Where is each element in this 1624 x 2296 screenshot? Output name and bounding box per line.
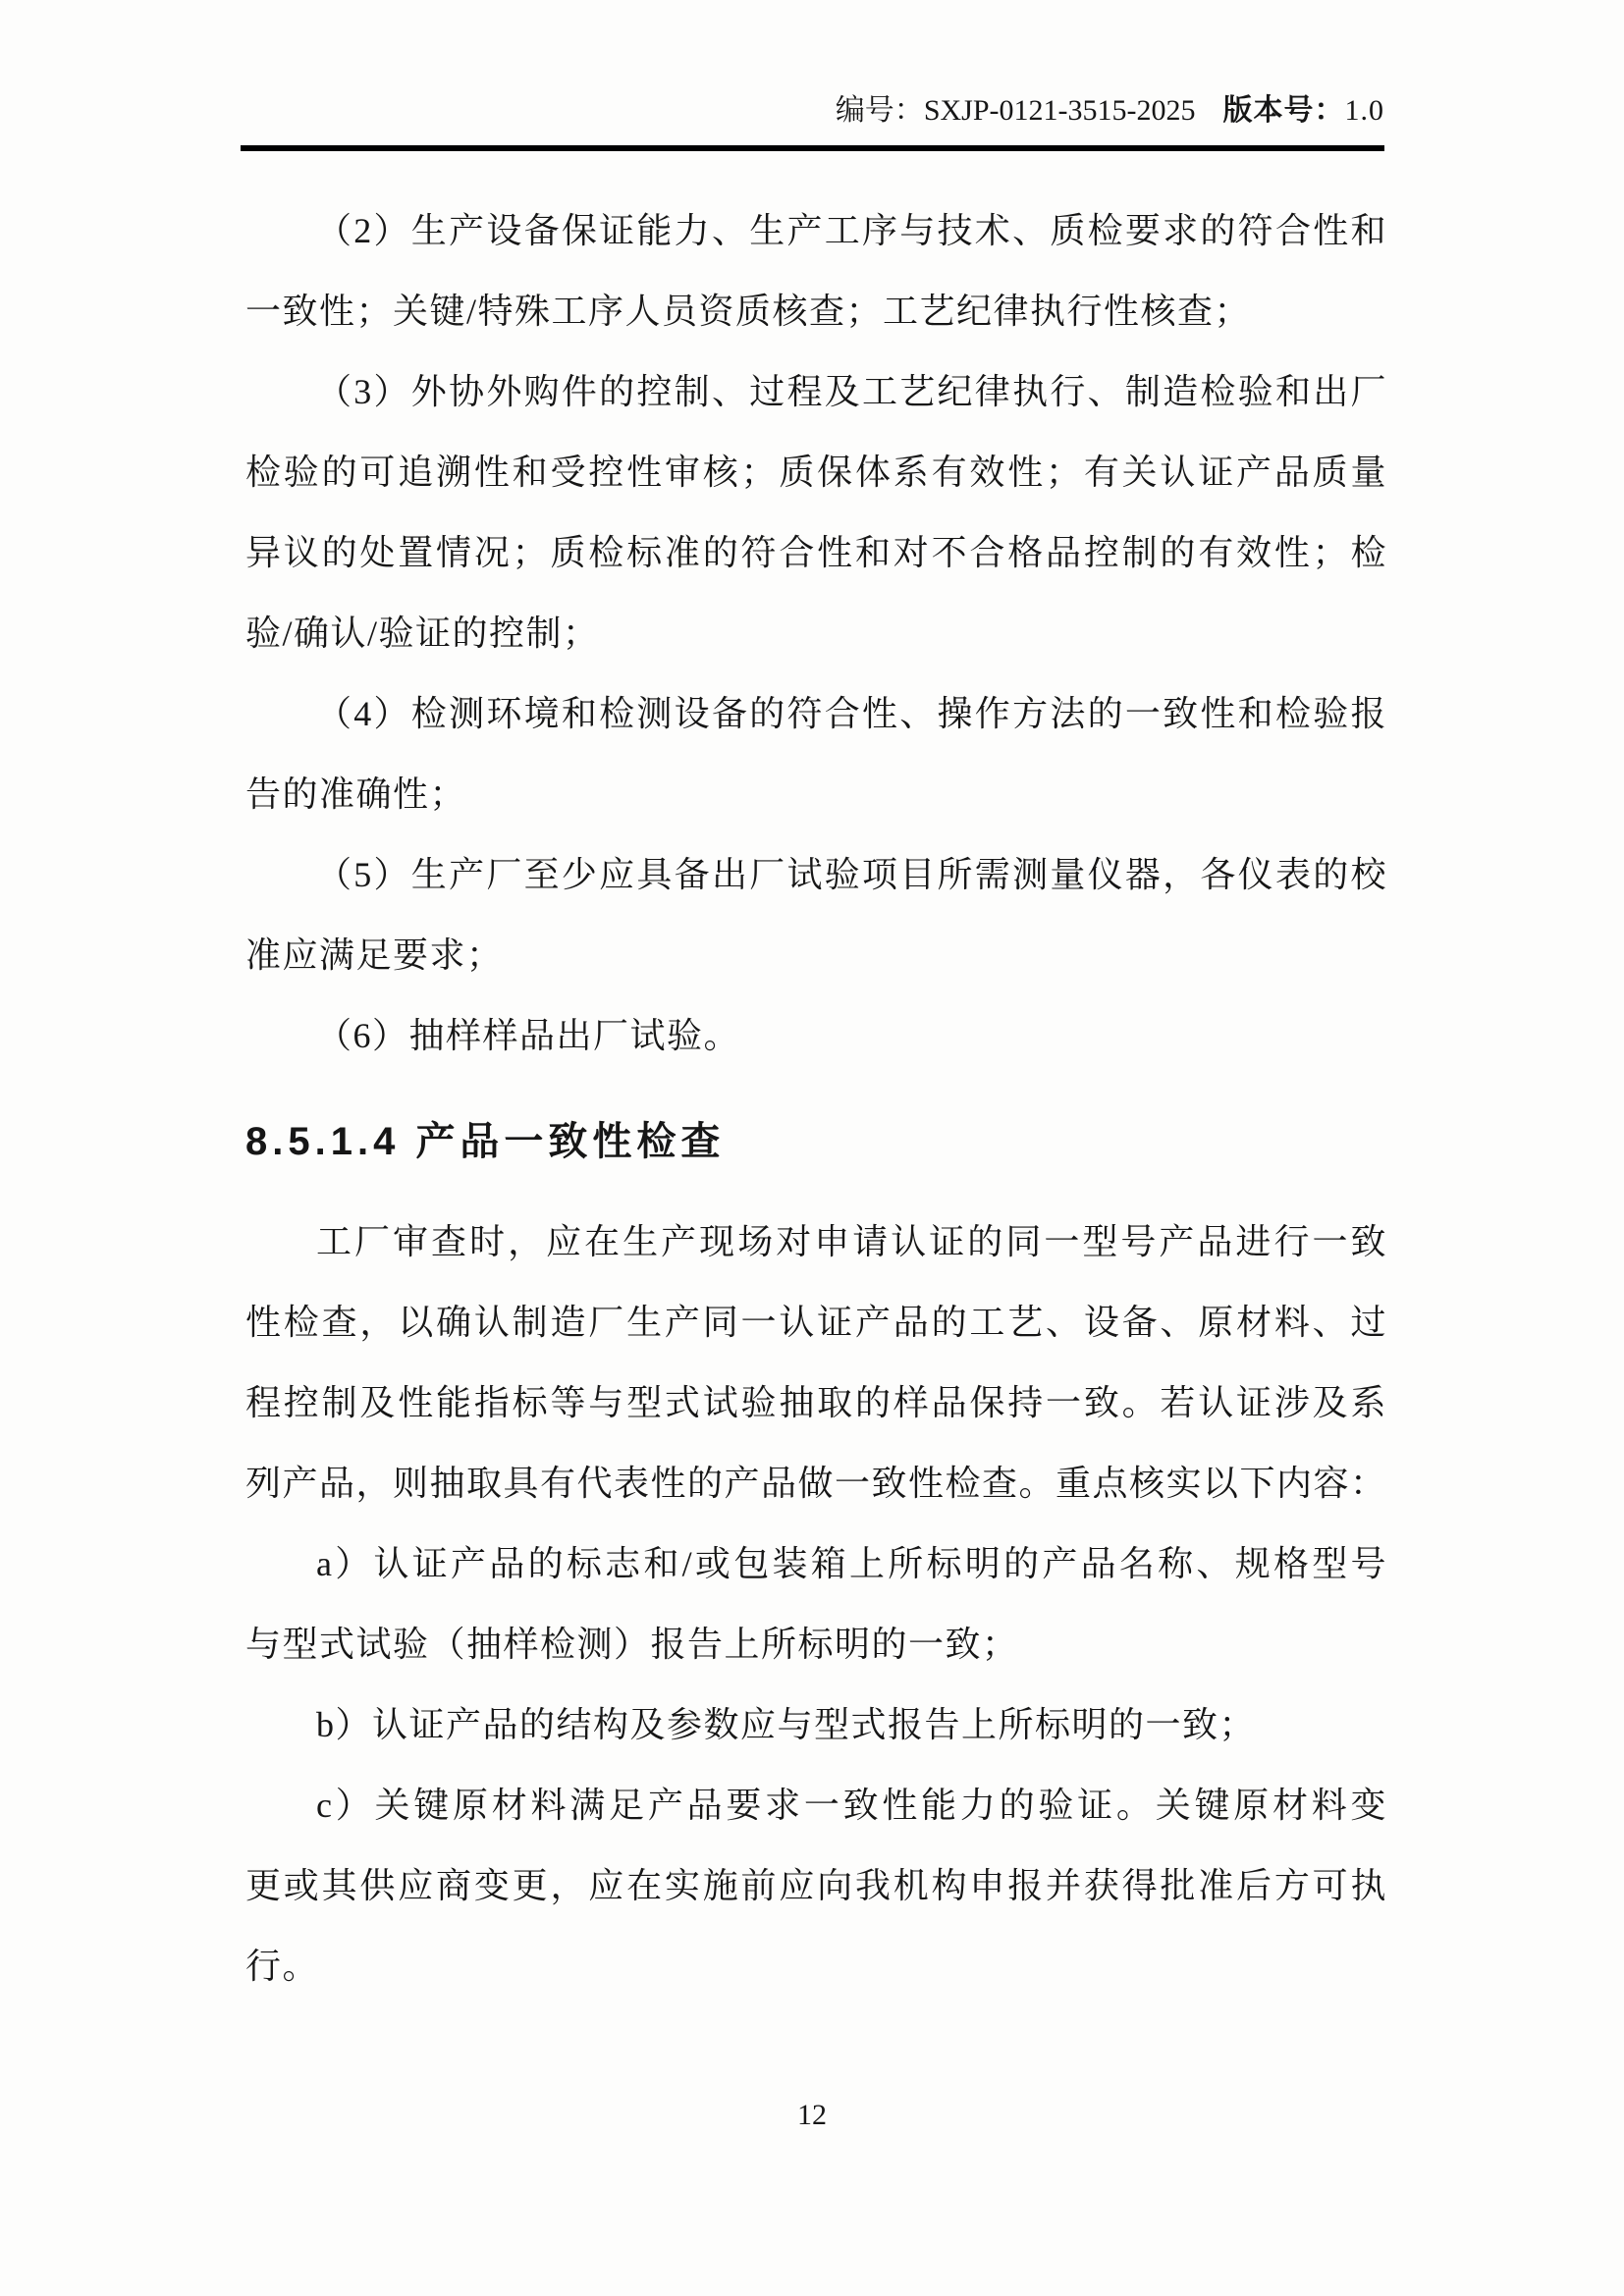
text-line: b）认证产品的结构及参数应与型式报告上所标明的一致； <box>316 1705 1257 1744</box>
text-line: 程控制及性能指标等与型式试验抽取的样品保持一致。若认证涉及系 <box>245 1383 1387 1422</box>
text-line: 性检查，以确认制造厂生产同一认证产品的工艺、设备、原材料、过 <box>245 1303 1387 1342</box>
page-footer <box>0 2098 1624 2133</box>
text-line: 告的准确性； <box>245 774 467 814</box>
doc-code-value: SXJP-0121-3515-2025 <box>923 94 1196 127</box>
text-line: 一致性；关键/特殊工序人员资质核查；工艺纪律执行性核查； <box>245 292 1252 331</box>
text-line: 更或其供应商变更，应在实施前应向我机构申报并获得批准后方可执 <box>245 1866 1387 1905</box>
text-line: c）关键原材料满足产品要求一致性能力的验证。关键原材料变 <box>316 1786 1387 1825</box>
document-body <box>245 151 1387 2006</box>
doc-version-label: 版本号： <box>1222 94 1345 127</box>
text-line: （4）检测环境和检测设备的符合性、操作方法的一致性和检验报 <box>316 694 1387 733</box>
text-line: 验/确认/验证的控制； <box>245 614 600 653</box>
text-line: （6）抽样样品出厂试验。 <box>316 1016 741 1055</box>
page-number: 12 <box>797 2099 827 2131</box>
text-line: 准应满足要求； <box>245 935 504 975</box>
section-heading: 8.5.1.4 产品一致性检查 <box>245 1120 726 1163</box>
doc-version-value: 1.0 <box>1344 94 1384 127</box>
text-line: 与型式试验（抽样检测）报告上所标明的一致； <box>245 1625 1019 1664</box>
text-line: （5）生产厂至少应具备出厂试验项目所需测量仪器，各仪表的校 <box>316 855 1387 894</box>
text-line: 行。 <box>245 1947 320 1986</box>
text-line: 检验的可追溯性和受控性审核；质保体系有效性；有关认证产品质量 <box>245 453 1387 492</box>
text-line: （3）外协外购件的控制、过程及工艺纪律执行、制造检验和出厂 <box>316 372 1387 411</box>
page-header <box>241 0 1384 130</box>
text-line: （2）生产设备保证能力、生产工序与技术、质检要求的符合性和 <box>316 211 1387 250</box>
text-line: a）认证产品的标志和/或包装箱上所标明的产品名称、规格型号 <box>316 1544 1387 1583</box>
text-line: 异议的处置情况；质检标准的符合性和对不合格品控制的有效性；检 <box>245 533 1387 572</box>
text-line: 工厂审查时，应在生产现场对申请认证的同一型号产品进行一致 <box>316 1222 1387 1261</box>
text-line: 列产品，则抽取具有代表性的产品做一致性检查。重点核实以下内容： <box>245 1464 1387 1503</box>
doc-code-label: 编号： <box>835 94 924 127</box>
